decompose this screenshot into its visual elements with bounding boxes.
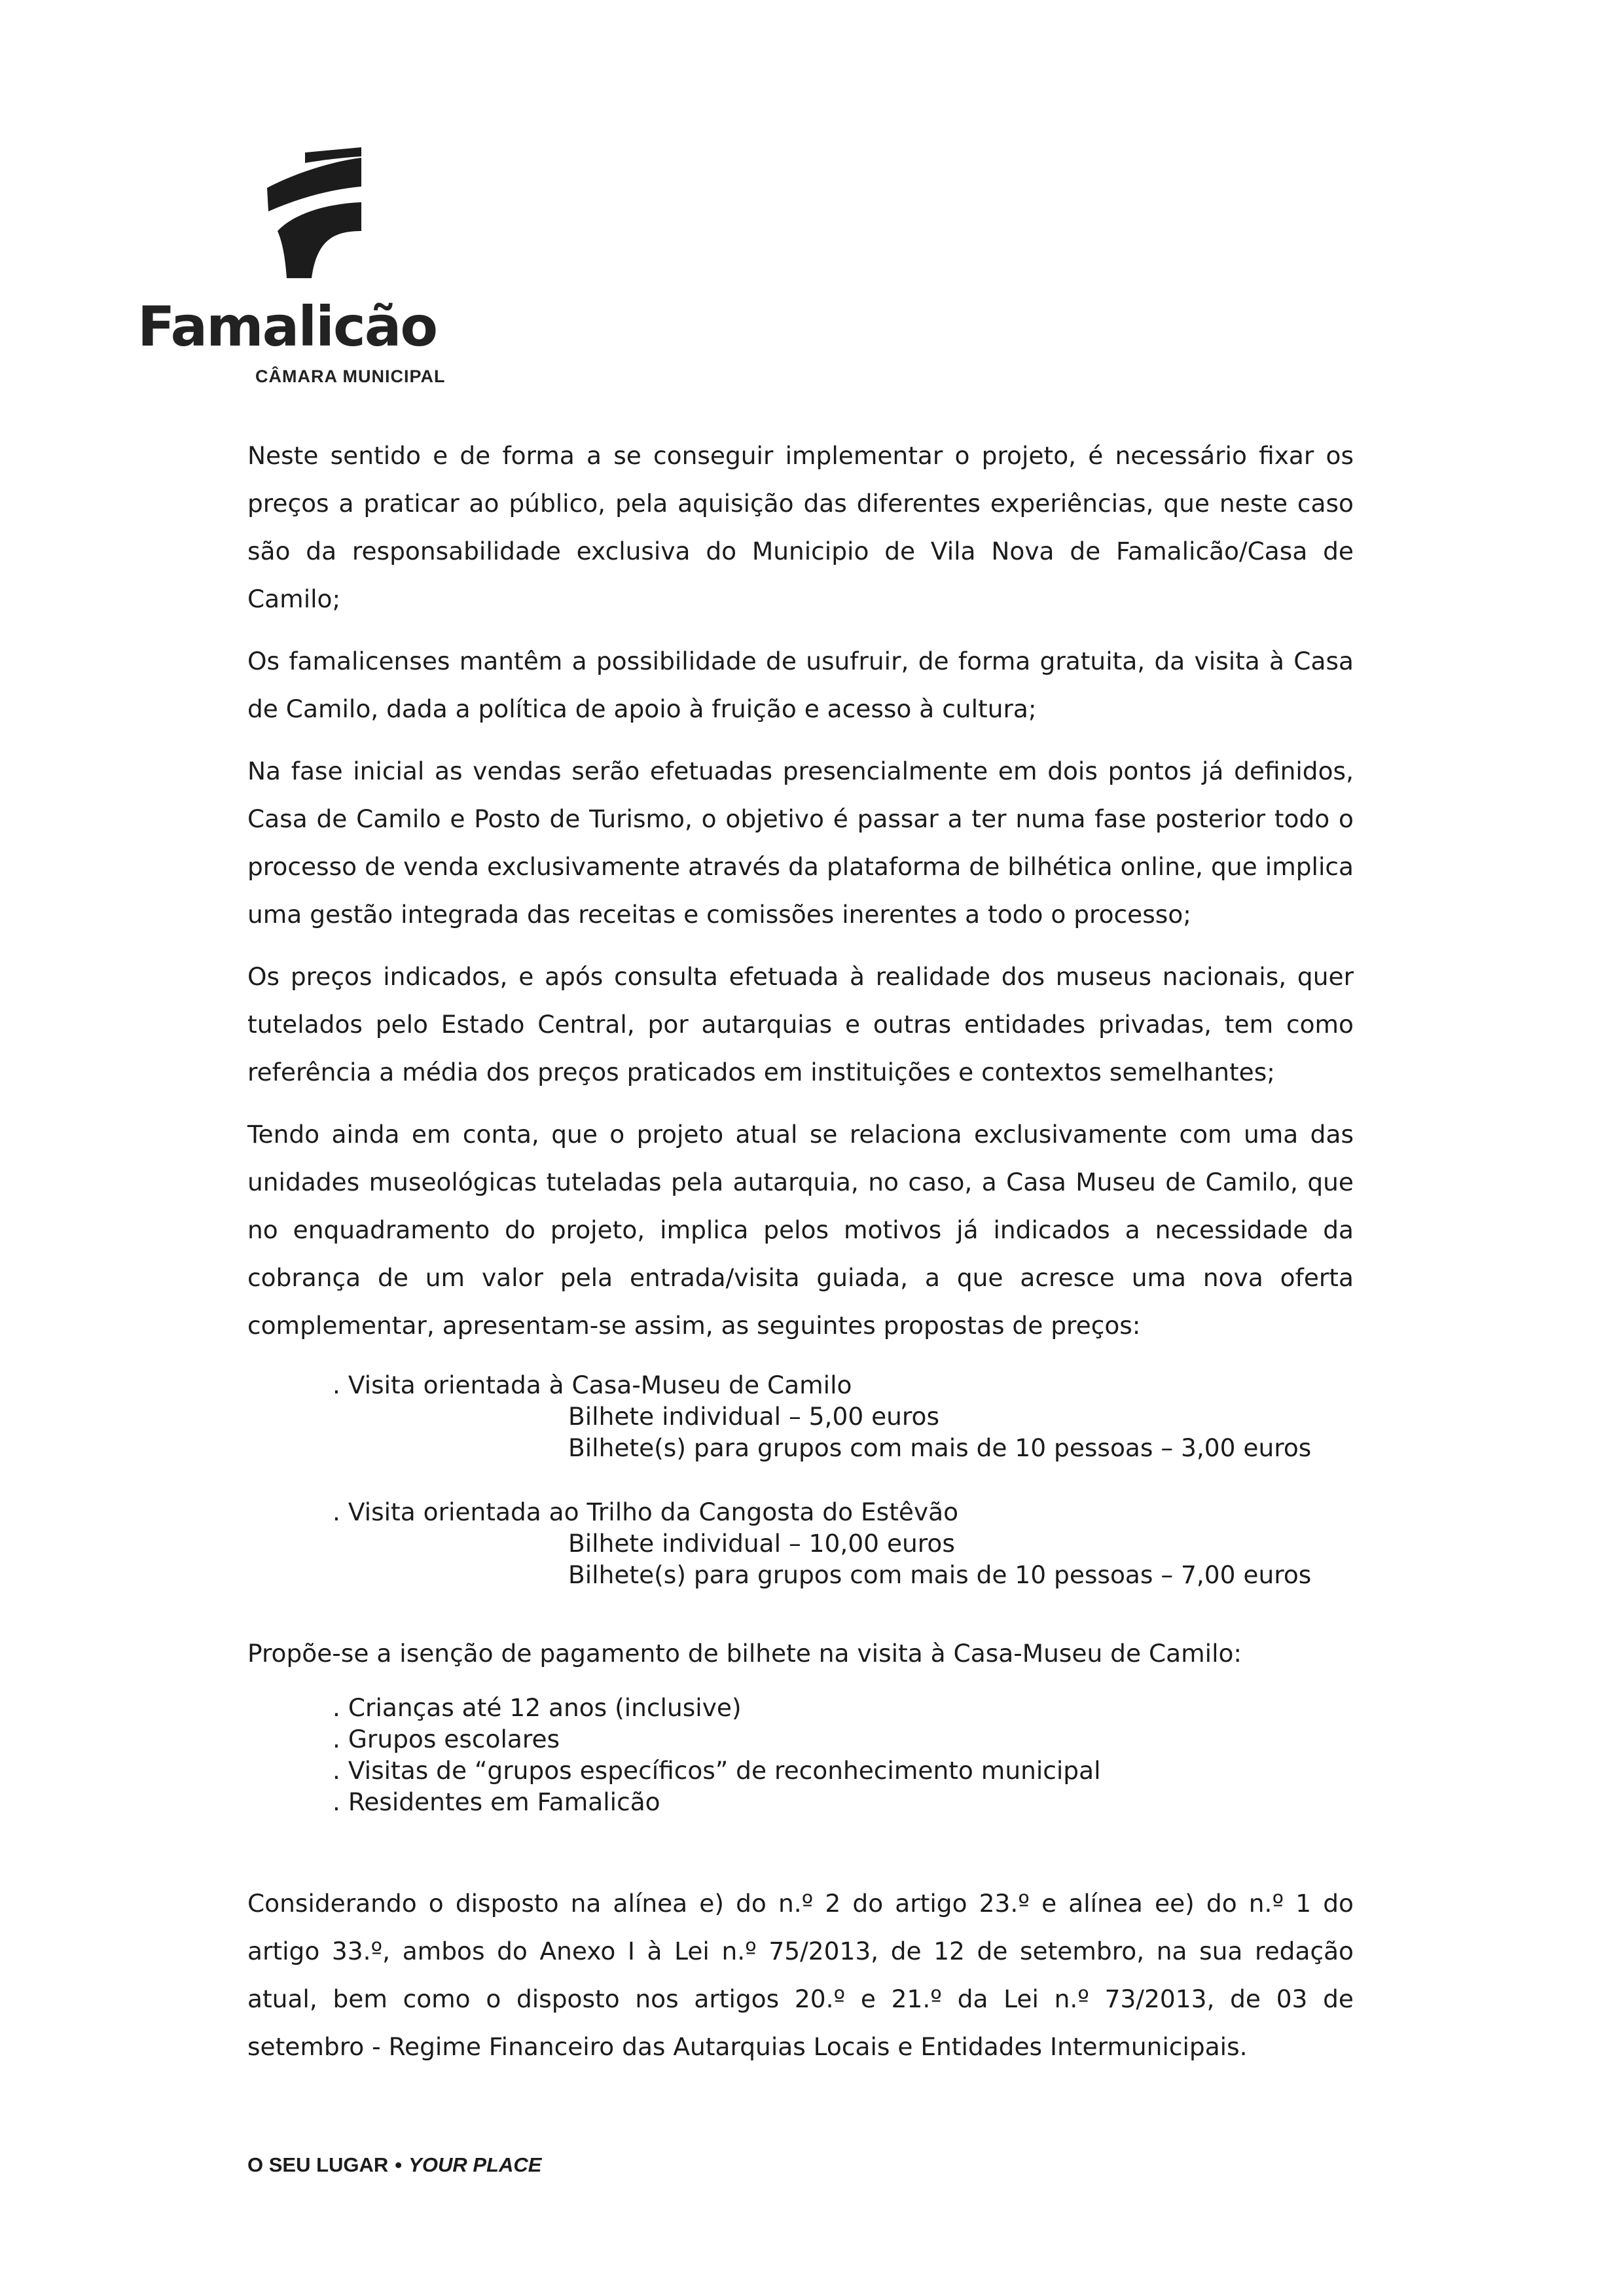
price-offer — [247, 1496, 1354, 1590]
logo-name: Famalicão — [137, 295, 437, 359]
offer-group-price: Bilhete(s) para grupos com mais de 10 pessoas – 3,00 euros — [568, 1433, 1312, 1462]
exemption-intro: Propõe-se a isenção de pagamento de bilhete na visita à Casa-Museu de Camilo: — [247, 1639, 1242, 1668]
list-item: . Crianças até 12 anos (inclusive) — [333, 1693, 742, 1722]
slogan-en: YOUR PLACE — [408, 2153, 542, 2176]
list-item: . Visitas de “grupos específicos” de reconhecimento municipal — [333, 1756, 1101, 1785]
list-item: . Residentes em Famalicão — [333, 1787, 660, 1816]
slogan-pt: O SEU LUGAR — [247, 2153, 389, 2176]
footer-slogan — [247, 2153, 541, 2177]
legal-paragraph: Considerando o disposto na alínea e) do n.º 2 do artigo 23.º e alínea ee) do n.º 1 do artigo 33.º, ambos do Anexo I à Lei n.º 75/2013, de 12 de setembro, na sua redação atual, bem como o disposto nos artigos 20.º e 21.º da Lei n.º 73/2013, de 03 de setembro - Regime Financeiro das Autarquias Locais e Entidades Intermunicipais. — [247, 1889, 1354, 2061]
document-body — [247, 432, 1354, 2085]
offer-individual-price: Bilhete individual – 10,00 euros — [568, 1529, 955, 1558]
paragraph: Os preços indicados, e após consulta efetuada à realidade dos museus nacionais, quer tutelados pelo Estado Central, por autarquias e outras entidades privadas, tem como referência a média dos preços praticados em instituições e contextos semelhantes; — [247, 962, 1354, 1086]
paragraph: Neste sentido e de forma a se conseguir implementar o projeto, é necessário fixar os preços a praticar ao público, pela aquisição das diferentes experiências, que neste caso são da responsabilidade exclusiva do Municipio de Vila Nova de Famalicão/Casa de Camilo; — [247, 441, 1354, 613]
logo-subtitle: CÂMARA MUNICIPAL — [255, 367, 446, 386]
list-item: . Grupos escolares — [333, 1725, 560, 1753]
offer-title: . Visita orientada ao Trilho da Cangosta do Estêvão — [333, 1498, 959, 1526]
offer-group-price: Bilhete(s) para grupos com mais de 10 pessoas – 7,00 euros — [568, 1560, 1312, 1589]
offer-title: . Visita orientada à Casa-Museu de Camilo — [333, 1371, 852, 1399]
municipality-logo — [137, 141, 478, 389]
slogan-separator: • — [395, 2153, 403, 2176]
price-offer — [247, 1369, 1354, 1463]
famalicao-f-mark-icon — [249, 147, 367, 278]
paragraph: Na fase inicial as vendas serão efetuadas presencialmente em dois pontos já definidos, Casa de Camilo e Posto de Turismo, o objetivo é passar a ter numa fase posterior todo o processo de venda exclusivamente através da plataforma de bilhética online, que implica uma gestão integrada das receitas e comissões inerentes a todo o processo; — [247, 757, 1354, 929]
paragraph: Os famalicenses mantêm a possibilidade de usufruir, de forma gratuita, da visita à Casa de Camilo, dada a política de apoio à fruição e acesso à cultura; — [247, 647, 1354, 723]
exemption-list — [247, 1692, 1354, 1818]
offer-individual-price: Bilhete individual – 5,00 euros — [568, 1402, 940, 1431]
paragraph: Tendo ainda em conta, que o projeto atual se relaciona exclusivamente com uma das unidades museológicas tuteladas pela autarquia, no caso, a Casa Museu de Camilo, que no enquadramento do projeto, implica pelos motivos já indicados a necessidade da cobrança de um valor pela entrada/visita guiada, a que acresce uma nova oferta complementar, apresentam-se assim, as seguintes propostas de preços: — [247, 1120, 1354, 1340]
